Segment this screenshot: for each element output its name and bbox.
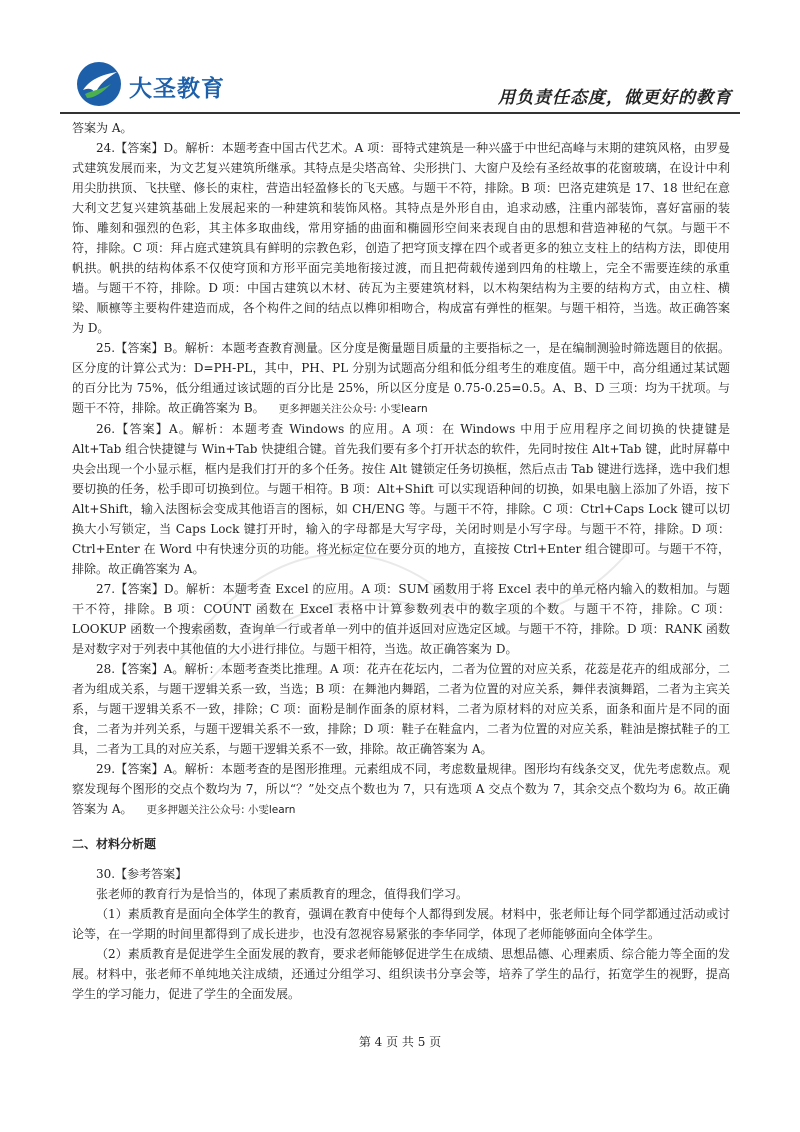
answer-30-point-2: （2）素质教育是促进学生全面发展的教育，要求老师能够促进学生在成绩、思想品德、心理素质、综合能力等全面的发展。材料中，张老师不单纯地关注成绩，还通过分组学习、组织读书分享会等，培养了学生的品行，拓宽学生的视野，提高学生的学习能力，促进了学生的全面发展。 <box>72 947 730 1001</box>
answer-26: 26.【答案】A。解析：本题考查 Windows 的应用。A 项：在 Windows 中用于应用程序之间切换的快捷键是 Alt+Tab 组合快捷键与 Win+Tab 快捷组合键。首先我们要有多个打开状态的软件，先同时按住 Alt+Tab 键，此时屏幕中央会出现一个小显示框，框内是我们打开的多个任务。按住 Alt 键锁定任务切换框，然后点击 Tab 键进行选择，选中我们想要切换的任务，松手即可切换到位。与题干相符。B 项：Alt+Shift 可以实现语种间的切换，如果电脑上添加了外语，按下 Alt+Shift，输入法图标会变成其他语言的图标，如 CH/ENG 等。与题干不符，排除。C 项：Ctrl+Caps Lock 键可以切换大小写锁定，当 Caps Lock 键打开时，输入的字母都是大写字母，关闭时则是小写字母。与题干不符，排除。D 项：Ctrl+Enter 在 Word 中有快速分页的功能。将光标定位在要分页的地方，直接按 Ctrl+Enter 组合键即可。与题干不符，排除。故正确答案为 A。 <box>72 422 730 576</box>
header-slogan: 用负责任态度，做更好的教育 <box>498 88 732 108</box>
page-footer: 第 4 页 共 5 页 <box>358 1035 442 1049</box>
page-header <box>60 55 740 115</box>
answer-29 <box>72 759 730 820</box>
answer-27: 27.【答案】D。解析：本题考查 Excel 的应用。A 项：SUM 函数用于将 Excel 表中的单元格内输入的数相加。与题干不符，排除。B 项：COUNT 函数在 Excel 表格中计算参数列表中的数字项的个数。与题干不符，排除。C 项：LOOKUP 函数一个搜索函数，查询单一行或者单一列中的值并返回对应选定区域。与题干不符，排除。D 项：RANK 函数是对数字对于列表中其他值的大小进行排位。与题干相符，当选。故正确答案为 D。 <box>72 582 730 656</box>
promo-note-1: 更多押题关注公众号: 小雯learn <box>278 403 428 415</box>
logo <box>75 60 255 108</box>
logo-bird-icon <box>75 60 123 108</box>
page-content <box>72 118 730 1004</box>
answer-tail: 答案为 A。 <box>72 121 133 135</box>
section-title: 二、材料分析题 <box>72 837 157 851</box>
answer-30-title: 30.【参考答案】 <box>96 867 188 881</box>
answer-25-text: 25.【答案】B。解析：本题考查教育测量。区分度是衡量题目质量的主要指标之一，是在编制测验时筛选题目的依据。区分度的计算公式为：D=PH-PL，其中，PH、PL 分别为试题高分组和低分组考生的难度值。题干中，高分组通过某试题的百分比为 75%，低分组通过该试题的百分比是 25%，所以区分度是 0.75-0.25=0.5。A、B、D 三项：均为干扰项。与题干不符，排除。故正确答案为 B。 <box>72 341 730 415</box>
logo-text: 大圣教育 <box>129 76 225 102</box>
answer-24: 24.【答案】D。解析：本题考查中国古代艺术。A 项：哥特式建筑是一种兴盛于中世纪高峰与末期的建筑风格，由罗曼式建筑发展而来，为文艺复兴建筑所继承。其特点是尖塔高耸、尖形拱门、大窗户及绘有圣经故事的花窗玻璃，在设计中利用尖肋拱顶、飞扶壁、修长的束柱，营造出轻盈修长的飞天感。与题干不符，排除。B 项：巴洛克建筑是 17、18 世纪在意大利文艺复兴建筑基础上发展起来的一种建筑和装饰风格。其特点是外形自由，追求动感，注重内部装饰，喜好富丽的装饰、雕刻和强烈的色彩，其主体多取曲线，常用穿插的曲面和椭圆形空间来表现自由的思想和营造神秘的气氛。与题干不符，排除。C 项：拜占庭式建筑具有鲜明的宗教色彩，创造了把穹顶支撑在四个或者更多的独立支柱上的结构方法，即使用帆拱。帆拱的结构体系不仅使穹顶和方形平面完美地衔接过渡，而且把荷载传递到四角的柱墩上，完全不需要连续的承重墙。与题干不符，排除。D 项：中国古建筑以木材、砖瓦为主要建筑材料，以木构架结构为主要的结构方式，由立柱、横梁、顺檩等主要构件建造而成，各个构件之间的结点以榫卯相吻合，构成富有弹性的框架。与题干相符，当选。故正确答案为 D。 <box>72 141 730 335</box>
answer-25 <box>72 338 730 419</box>
answer-29-text: 29.【答案】A。解析：本题考查的是图形推理。元素组成不同，考虑数量规律。图形均有线条交叉，优先考虑数点。观察发现每个图形的交点个数均为 7，所以“？”处交点个数也为 7，只有选项 A 交点个数为 7，其余交点个数均为 6。故正确答案为 A。 <box>72 762 730 816</box>
header-divider <box>60 112 740 114</box>
promo-note-2: 更多押题关注公众号: 小雯learn <box>146 804 296 816</box>
answer-28: 28.【答案】A。解析：本题考查类比推理。A 项：花卉在花坛内，二者为位置的对应关系，花蕊是花卉的组成部分，二者为组成关系，与题干逻辑关系一致，当选；B 项：在舞池内舞蹈，二者为位置的对应关系，舞伴表演舞蹈，二者为主宾关系，与题干逻辑关系不一致，排除；C 项：面粉是制作面条的原材料，二者为原材料的对应关系，面条和面片是不同的面食，二者为并列关系，与题干逻辑关系不一致，排除；D 项：鞋子在鞋盒内，二者为位置的对应关系，鞋油是擦拭鞋子的工具，二者为工具的对应关系，与题干逻辑关系不一致，排除。故正确答案为 A。 <box>72 662 730 756</box>
answer-30-point-1: （1）素质教育是面向全体学生的教育，强调在教育中使每个人都得到发展。材料中，张老师让每个同学都通过活动或讨论等，在一学期的时间里都得到了成长进步，也没有忽视容易紧张的李华同学，体现了老师能够面向全体学生。 <box>72 907 730 941</box>
answer-30-intro: 张老师的教育行为是恰当的，体现了素质教育的理念，值得我们学习。 <box>96 887 469 901</box>
